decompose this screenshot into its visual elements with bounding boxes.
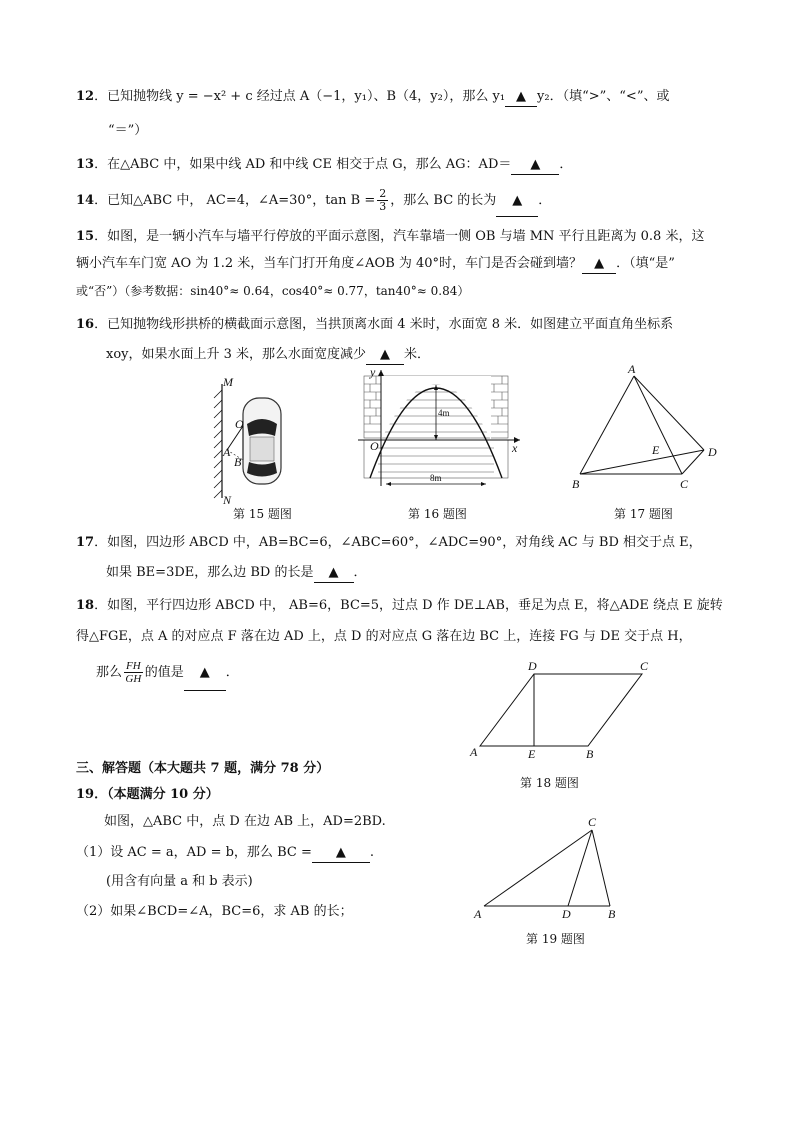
- q15-number: 15: [76, 229, 95, 244]
- q19-part1-note: (用含有向量 a 和 b 表示): [106, 874, 253, 889]
- fig18-caption: 第 18 题图: [520, 776, 579, 790]
- q17-line2: [106, 564, 367, 583]
- q18-fraction: [124, 660, 143, 685]
- figure-17: [570, 362, 720, 492]
- q12-line2: “＝”）: [108, 123, 148, 138]
- q12-number: 12: [76, 89, 95, 104]
- fig15-label-N: N: [223, 493, 232, 507]
- fig19-label-A: A: [474, 907, 482, 921]
- q12-text: ．已知抛物线 y = −x² + c 经过点 A（−1，y₁）、B（4，y₂），那么 y₁: [94, 89, 506, 104]
- section3-heading: 三、解答题（本大题共 7 题，满分 78 分）: [76, 761, 330, 776]
- q15-text1: ．如图，是一辆小汽车与墙平行停放的平面示意图，汽车靠墙一侧 OB 与墙 MN 平行且距离为 0.8 米，这: [94, 229, 705, 244]
- q18-line2: 得△FGE，点 A 的对应点 F 落在边 AD 上，点 D 的对应点 G 落在边 BC 上，连接 FG 与 DE 交于点 H，: [76, 629, 692, 644]
- segment-AC: [484, 830, 592, 906]
- q19-title: [76, 786, 219, 804]
- figure-15: [205, 376, 295, 506]
- q14-answer-blank[interactable]: ▲: [496, 186, 538, 217]
- q19-intro: 如图，△ABC 中，点 D 在边 AB 上，AD=2BD.: [104, 814, 386, 829]
- fig18-label-B: B: [586, 747, 594, 761]
- q18-end: ．: [225, 665, 239, 680]
- q12-after: y₂．（填“>”、“<”、或: [537, 89, 670, 104]
- q13-number: 13: [76, 157, 95, 172]
- fig19-label-C: C: [588, 815, 597, 829]
- q15-answer-blank[interactable]: ▲: [582, 255, 616, 274]
- q19-part1-text: （1）设 AC = a，AD = b，那么 BC =: [76, 845, 312, 860]
- q19-part1: （1）设 AC = a，AD = b，那么 BC = ▲ .: [76, 844, 374, 863]
- q18-text1: ．如图，平行四边形 ABCD 中， AB=6，BC=5，过点 D 作 DE⊥AB，垂足为点 E，将△ADE 绕点 E 旋转: [94, 598, 723, 613]
- fig16-label-y: y: [370, 365, 376, 379]
- figure-18: [466, 656, 656, 760]
- q18-answer-blank[interactable]: ▲: [184, 656, 226, 691]
- q16-number: 16: [76, 317, 95, 332]
- fig17-label-A: A: [628, 362, 636, 376]
- fig15-label-B: B: [234, 455, 242, 469]
- fig18-label-D: D: [528, 659, 537, 673]
- fig16-label-O: O: [370, 439, 379, 453]
- q17-text2: 如果 BE=3DE，那么边 BD 的长是: [106, 565, 314, 580]
- q17-answer-blank[interactable]: ▲: [314, 564, 354, 583]
- q15-line3: 或“否”）（参考数据：sin40°≈ 0.64，cos40°≈ 0.77，tan40°≈ 0.84）: [76, 284, 470, 298]
- q17-line1: [76, 534, 702, 552]
- q12-line1: [76, 88, 669, 107]
- parallelogram-ABCD: [480, 674, 642, 746]
- fig19-label-B: B: [608, 907, 616, 921]
- q16-answer-blank[interactable]: ▲: [366, 346, 404, 365]
- q14-end: ．: [538, 193, 552, 208]
- q17-text1: ．如图，四边形 ABCD 中，AB=BC=6，∠ABC=60°，∠ADC=90°，对角线 AC 与 BD 相交于点 E，: [94, 535, 702, 550]
- q14-line: [76, 186, 551, 217]
- q14-text-a: ．已知△ABC 中， AC=4，∠A=30°，tan B =: [94, 193, 376, 208]
- figure-16: [348, 365, 528, 498]
- figure-19: [470, 816, 630, 926]
- q19-answer-blank[interactable]: ▲: [312, 844, 370, 863]
- q18-frac-bottom: GH: [125, 673, 142, 685]
- fig16-label-height: 4m: [438, 408, 450, 418]
- q12-answer-blank[interactable]: ▲: [505, 88, 537, 107]
- q15-text2b: ．（填“是”: [616, 256, 675, 271]
- q19-number: 19: [76, 787, 95, 802]
- edge-AB: [580, 376, 634, 474]
- q14-text-b: ，那么 BC 的长为: [390, 193, 497, 208]
- segment-CB: [592, 830, 610, 906]
- q19-part2: （2）如果∠BCD=∠A，BC=6，求 AB 的长；: [76, 904, 353, 919]
- q15-text2: 辆小汽车车门宽 AO 为 1.2 米，当车门打开角度∠AOB 为 40°时，车门是否会碰到墙？: [76, 256, 583, 271]
- q18-frac-top: FH: [126, 660, 141, 672]
- fig17-label-C: C: [680, 477, 689, 491]
- fig17-label-D: D: [708, 445, 717, 459]
- q18-text3b: 的值是: [144, 665, 184, 680]
- fig15-label-O: O: [235, 417, 244, 431]
- q14-frac-top: 2: [379, 187, 387, 200]
- q15-line1: [76, 228, 704, 246]
- q14-frac-bottom: 3: [379, 200, 387, 213]
- q18-text3a: 那么: [96, 665, 123, 680]
- q17-end: ．: [353, 565, 367, 580]
- q13-end: ．: [559, 157, 573, 172]
- fig15-label-A: A: [223, 445, 231, 459]
- q13-text: ．在△ABC 中，如果中线 AD 和中线 CE 相交于点 G，那么 AG：AD＝: [94, 157, 512, 172]
- q14-fraction: [377, 188, 388, 213]
- fig15-caption: 第 15 题图: [233, 507, 292, 521]
- q16-text1: ．已知抛物线形拱桥的横截面示意图，当拱顶离水面 4 米时，水面宽 8 米．如图建立平面直角坐标系: [94, 317, 674, 332]
- fig18-label-A: A: [470, 745, 478, 759]
- q16-line2: [106, 346, 430, 365]
- q16-line1: [76, 316, 673, 334]
- fig17-caption: 第 17 题图: [614, 507, 673, 521]
- q15-line2: [76, 255, 675, 274]
- q16-text2: xoy，如果水面上升 3 米，那么水面宽度减少: [106, 347, 367, 362]
- q14-number: 14: [76, 193, 95, 208]
- q17-number: 17: [76, 535, 95, 550]
- car-roof: [250, 437, 274, 461]
- fig16-label-width: 8m: [430, 473, 442, 483]
- fig17-label-B: B: [572, 477, 580, 491]
- edge-AD: [634, 376, 704, 450]
- fig16-caption: 第 16 题图: [408, 507, 467, 521]
- fig15-label-M: M: [223, 375, 233, 389]
- fig18-label-E: E: [528, 747, 536, 761]
- fig19-label-D: D: [562, 907, 571, 921]
- q16-text2b: 米．: [404, 347, 431, 362]
- fig16-label-x: x: [512, 441, 518, 455]
- car-windshield: [247, 419, 277, 436]
- q19-title-text: ．（本题满分 10 分）: [94, 787, 219, 802]
- q18-line3: [96, 656, 239, 691]
- fig17-label-E: E: [652, 443, 660, 457]
- q13-line: [76, 156, 572, 175]
- segment-CD: [568, 830, 592, 906]
- q13-answer-blank[interactable]: ▲: [511, 156, 559, 175]
- q18-line1: [76, 597, 723, 615]
- fig18-label-C: C: [640, 659, 649, 673]
- q18-number: 18: [76, 598, 95, 613]
- fig19-caption: 第 19 题图: [526, 932, 585, 946]
